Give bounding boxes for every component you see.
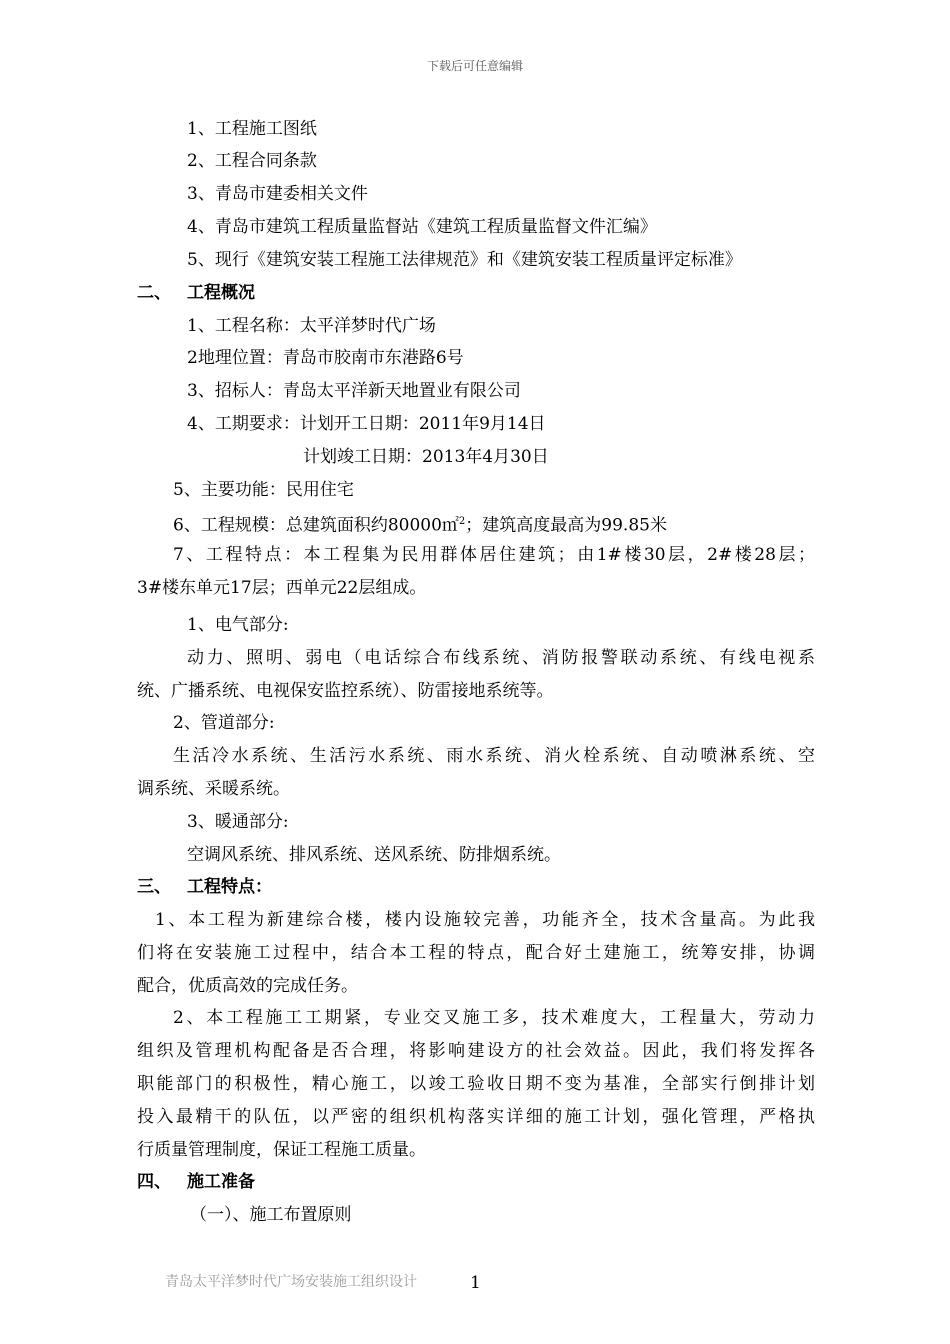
system-line: 生活冷水系统、生活污水系统、雨水系统、消火栓系统、自动喷淋系统、空 [173, 746, 815, 766]
section-number: 四、 [137, 1172, 171, 1192]
system-text [173, 745, 815, 767]
section-number: 二、 [137, 283, 171, 303]
section-title: 工程概况 [187, 283, 255, 303]
overview-item: 2地理位置：青岛市胶南市东港路6号 [187, 348, 464, 368]
system-title: 1、电气部分: [187, 615, 289, 635]
scale-text: ；建筑高度最高为99.85米 [465, 515, 667, 536]
text-line: 们将在安装施工过程中，结合本工程的特点，配合好土建施工，统筹安排，协调 [137, 943, 815, 963]
overview-item: 1、工程名称：太平洋梦时代广场 [187, 316, 436, 336]
system-text [187, 647, 815, 669]
system-line: 动力、照明、弱电（电话综合布线系统、消防报警联动系统、有线电视系 [187, 648, 815, 668]
page-number: 1 [470, 1273, 481, 1293]
system-text: 统、广播系统、电视保安监控系统）、防雷接地系统等。 [137, 681, 554, 701]
reference-item: 3、青岛市建委相关文件 [187, 184, 368, 204]
reference-item: 4、青岛市建筑工程质量监督站《建筑工程质量监督文件汇编》 [187, 217, 657, 237]
scale-text: 6、工程规模：总建筑面积约80000㎡ [173, 515, 459, 536]
paragraph-line: 行质量管理制度，保证工程施工质量。 [137, 1140, 426, 1160]
paragraph-line [137, 1073, 815, 1095]
system-title: 3、暖通部分: [187, 812, 289, 832]
system-title: 2、管道部分: [173, 713, 275, 733]
section-number: 三、 [137, 877, 171, 897]
paragraph-line [155, 909, 815, 931]
overview-item [173, 511, 667, 537]
section-title: 工程特点： [187, 877, 272, 897]
overview-item: 3、招标人：青岛太平洋新天地置业有限公司 [187, 381, 521, 401]
section-title: 施工准备 [187, 1172, 255, 1192]
overview-item: 计划竣工日期：2013年4月30日 [303, 447, 549, 467]
page-header: 下载后可任意编辑 [426, 59, 523, 73]
paragraph-line [137, 1106, 815, 1128]
text-line: 组织及管理机构配备是否合理，将影响建设方的社会效益。因此，我们将发挥各 [137, 1041, 815, 1061]
text-line: 2、本工程施工工期紧，专业交叉施工多，技术难度大，工程量大，劳动力 [173, 1008, 815, 1028]
paragraph-line [137, 1040, 815, 1062]
scale-superscript: 2 [458, 516, 466, 527]
system-text: 调系统、采暖系统。 [137, 779, 290, 799]
overview-item: 4、工期要求：计划开工日期：2011年9月14日 [187, 414, 546, 434]
paragraph-line: 配合，优质高效的完成任务。 [137, 976, 358, 996]
reference-item: 5、现行《建筑安装工程施工法律规范》和《建筑安装工程质量评定标准》 [187, 250, 742, 270]
features-line: 7、工程特点：本工程集为民用群体居住建筑；由1#楼30层，2#楼28层； [173, 545, 815, 565]
text-line: 1、本工程为新建综合楼，楼内设施较完善，功能齐全，技术含量高。为此我 [155, 910, 815, 930]
paragraph-line [137, 942, 815, 964]
footer-doc-title: 青岛太平洋梦时代广场安装施工组织设计 [165, 1274, 417, 1290]
overview-item: 5、主要功能：民用住宅 [173, 480, 354, 500]
overview-item: 3#楼东单元17层；西单元22层组成。 [137, 578, 427, 598]
system-text: 空调风系统、排风系统、送风系统、防排烟系统。 [187, 845, 561, 865]
subsection-title: （一）、施工布置原则 [190, 1205, 352, 1225]
reference-item: 2、工程合同条款 [187, 151, 317, 171]
paragraph-line [173, 1007, 815, 1029]
text-line: 投入最精干的队伍，以严密的组织机构落实详细的施工计划，强化管理，严格执 [137, 1107, 815, 1127]
text-line: 职能部门的积极性，精心施工，以竣工验收日期不变为基准，全部实行倒排计划 [137, 1074, 815, 1094]
overview-item [173, 544, 815, 566]
reference-item: 1、工程施工图纸 [187, 119, 317, 139]
